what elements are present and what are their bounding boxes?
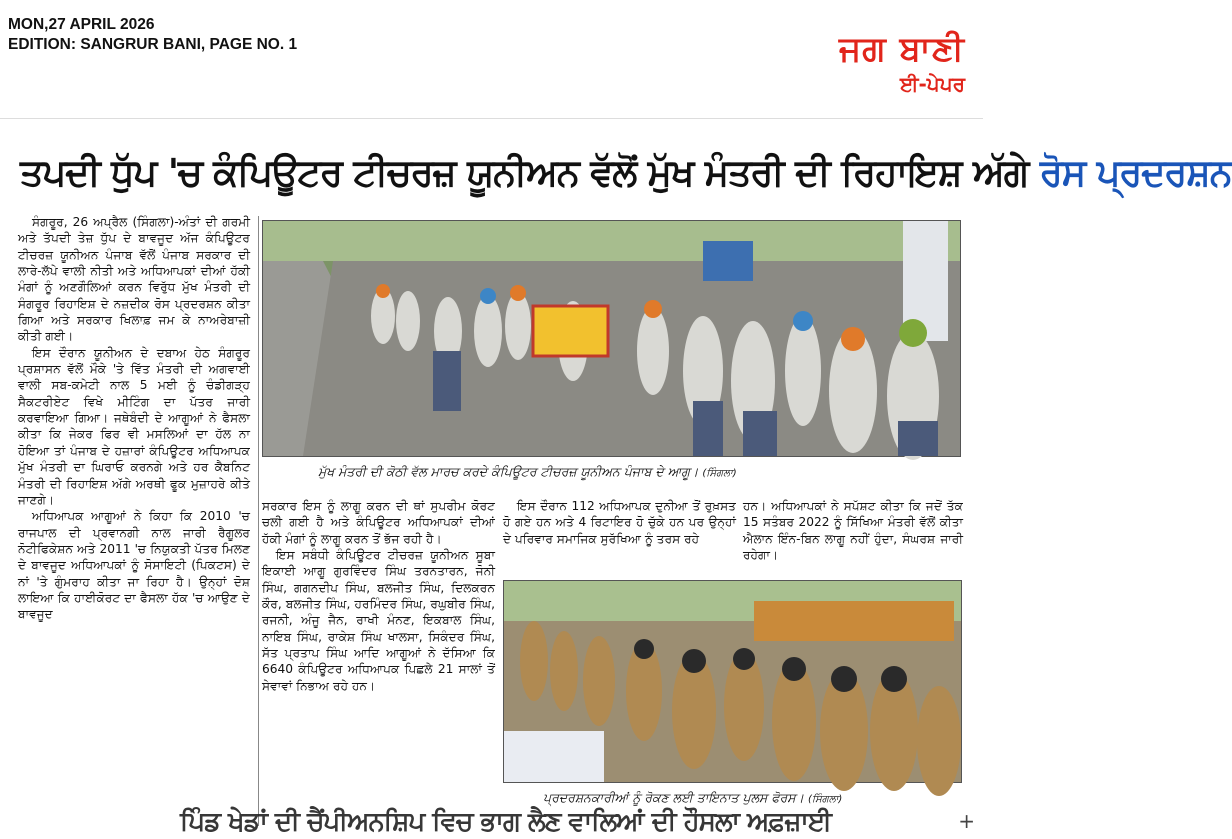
jagbani-logo[interactable]: [839, 30, 965, 98]
paragraph: ਹਨ। ਅਧਿਆਪਕਾਂ ਨੇ ਸਪੱਸ਼ਟ ਕੀਤਾ ਕਿ ਜਦੋਂ ਤੱਕ 15 ਸਤੰਬਰ 2022 ਨੂੰ ਸਿੱਖਿਆ ਮੰਤਰੀ ਵੱਲੋਂ ਕੀਤਾ ਐਲਾਨ ਇੰਨ-ਬਿਨ ਲਾਗੂ ਨਹੀਂ ਹੁੰਦਾ, ਸੰਘਰਸ਼ ਜਾਰੀ ਰਹੇਗਾ।: [743, 499, 963, 563]
photo-caption-1: [318, 464, 958, 482]
paragraph: ਸੰਗਰੂਰ, 26 ਅਪ੍ਰੈਲ (ਸਿੰਗਲਾ)-ਅੰਤਾਂ ਦੀ ਗਰਮੀ ਅਤੇ ਤੱਪਦੀ ਤੇਜ਼ ਧੁੱਪ ਦੇ ਬਾਵਜੂਦ ਅੱਜ ਕੰਪਿਊਟਰ ਟੀਚਰਜ਼ ਯੂਨੀਅਨ ਪੰਜਾਬ ਵੱਲੋਂ ਪੰਜਾਬ ਸਰਕਾਰ ਦੀ ਲਾਰੇ-ਲੱਪੇ ਵਾਲੀ ਨੀਤੀ ਅਤੇ ਅਧਿਆਪਕਾਂ ਦੀਆਂ ਹੱਕੀ ਮੰਗਾਂ ਨੂੰ ਅਣਗੌਲਿਆਂ ਕਰਨ ਵਿਰੁੱਧ ਮੁੱਖ ਮੰਤਰੀ ਦੀ ਸੰਗਰੂਰ ਰਿਹਾਇਸ਼ ਦੇ ਨਜ਼ਦੀਕ ਰੋਸ ਪ੍ਰਦਰਸ਼ਨ ਕੀਤਾ ਗਿਆ ਅਤੇ ਸਰਕਾਰ ਖਿਲਾਫ਼ ਜਮ ਕੇ ਨਾਅਰੇਬਾਜ਼ੀ ਕੀਤੀ ਗਈ।: [18, 215, 250, 344]
police-force-photo[interactable]: [503, 580, 962, 783]
march-photo[interactable]: [262, 220, 961, 457]
paragraph: ਸਰਕਾਰ ਇਸ ਨੂੰ ਲਾਗੂ ਕਰਨ ਦੀ ਥਾਂ ਸੁਪਰੀਮ ਕੋਰਟ ਚਲੀ ਗਈ ਹੈ ਅਤੇ ਕੰਪਿਊਟਰ ਅਧਿਆਪਕਾਂ ਦੀਆਂ ਹੱਕੀ ਮੰਗਾਂ ਨੂੰ ਲਾਗੂ ਕਰਨ ਤੋਂ ਭੱਜ ਰਹੀ ਹੈ।: [262, 499, 495, 546]
march-photo-illustration: [263, 221, 960, 456]
newspaper-page: [0, 120, 1232, 839]
edition-info: EDITION: SANGRUR BANI, PAGE NO. 1: [8, 36, 298, 53]
caption-credit: (ਸਿੰਗਲਾ): [807, 794, 843, 805]
paragraph: ਇਸ ਦੌਰਾਨ ਯੂਨੀਅਨ ਦੇ ਦਬਾਅ ਹੇਠ ਸੰਗਰੂਰ ਪ੍ਰਸ਼ਾਸਨ ਵੱਲੋਂ ਮੌਕੇ 'ਤੇ ਵਿੱਤ ਮੰਤਰੀ ਦੀ ਅਗਵਾਈ ਵਾਲੀ ਸਬ-ਕਮੇਟੀ ਨਾਲ 5 ਮਈ ਨੂੰ ਚੰਡੀਗੜ੍ਹ ਸੈਕਟਰੀਏਟ ਵਿਖੇ ਮੀਟਿੰਗ ਦਾ ਪੱਤਰ ਜਾਰੀ ਕਰਵਾਇਆ ਗਿਆ। ਜਥੇਬੰਦੀ ਦੇ ਆਗੂਆਂ ਨੇ ਫੈਸਲਾ ਕੀਤਾ ਕਿ ਜੇਕਰ ਫਿਰ ਵੀ ਮਸਲਿਆਂ ਦਾ ਹੱਲ ਨਾ ਹੋਇਆ ਤਾਂ ਪੰਜਾਬ ਦੇ ਹਜ਼ਾਰਾਂ ਕੰਪਿਊਟਰ ਅਧਿਆਪਕ ਮੁੱਖ ਮੰਤਰੀ ਦਾ ਘਿਰਾਓ ਕਰਨਗੇ ਅਤੇ ਹਰ ਕੈਬਨਿਟ ਮੰਤਰੀ ਦੀ ਰਿਹਾਇਸ਼ ਅੱਗੇ ਅਰਥੀ ਫੂਕ ਮੁਜ਼ਾਹਰੇ ਕੀਤੇ ਜਾਣਗੇ।: [18, 345, 250, 507]
headline-main: ਤਪਦੀ ਧੁੱਪ 'ਚ ਕੰਪਿਊਟਰ ਟੀਚਰਜ਼ ਯੂਨੀਅਨ ਵੱਲੋਂ ਮੁੱਖ ਮੰਤਰੀ ਦੀ ਰਿਹਾਇਸ਼ ਅੱਗੇ: [20, 151, 1029, 194]
logo-name: ਜਗ ਬਾਣੀ: [838, 29, 965, 69]
column-divider: [258, 216, 259, 826]
epaper-header: [0, 0, 983, 119]
article-column-1: [18, 214, 250, 834]
caption-credit: (ਸਿੰਗਲਾ): [702, 468, 737, 479]
dateline: [8, 15, 297, 55]
logo-subtitle: ਈ-ਪੇਪਰ: [899, 72, 965, 96]
article-column-2: [262, 498, 495, 828]
edition-date: MON,27 APRIL 2026: [8, 16, 155, 33]
article-column-3: [503, 498, 736, 574]
paragraph: ਇਸ ਦੌਰਾਨ 112 ਅਧਿਆਪਕ ਦੁਨੀਆ ਤੋਂ ਰੁਖ਼ਸਤ ਹੋ ਗਏ ਹਨ ਅਤੇ 4 ਰਿਟਾਇਰ ਹੋ ਚੁੱਕੇ ਹਨ ਪਰ ਉਨ੍ਹਾਂ ਦੇ ਪਰਿਵਾਰ ਸਮਾਜਿਕ ਸੁਰੱਖਿਆ ਨੂੰ ਤਰਸ ਰਹੇ: [503, 499, 736, 546]
caption-text: ਮੁੱਖ ਮੰਤਰੀ ਦੀ ਕੋਠੀ ਵੱਲ ਮਾਰਚ ਕਰਦੇ ਕੰਪਿਊਟਰ ਟੀਚਰਜ਼ ਯੂਨੀਅਨ ਪੰਜਾਬ ਦੇ ਆਗੂ।: [318, 464, 699, 479]
police-photo-illustration: [504, 581, 961, 782]
article-headline: [20, 146, 1232, 200]
caption-text: ਪ੍ਰਦਰਸ਼ਨਕਾਰੀਆਂ ਨੂੰ ਰੋਕਣ ਲਈ ਤਾਇਨਾਤ ਪੁਲਸ ਫੋਰਸ।: [543, 790, 804, 805]
paragraph: ਅਧਿਆਪਕ ਆਗੂਆਂ ਨੇ ਕਿਹਾ ਕਿ 2010 'ਚ ਰਾਜਪਾਲ ਦੀ ਪ੍ਰਵਾਨਗੀ ਨਾਲ ਜਾਰੀ ਰੈਗੂਲਰ ਨੋਟੀਫਿਕੇਸ਼ਨ ਅਤੇ 2011 'ਚ ਨਿਯੁਕਤੀ ਪੱਤਰ ਮਿਲਣ ਦੇ ਬਾਵਜੂਦ ਅਧਿਆਪਕਾਂ ਨੂੰ ਸੋਸਾਇਟੀ (ਪਿਕਟਸ) ਦੇ ਨਾਂ 'ਤੇ ਗੁੰਮਰਾਹ ਕੀਤਾ ਜਾ ਰਿਹਾ ਹੈ। ਉਨ੍ਹਾਂ ਦੋਸ਼ ਲਾਇਆ ਕਿ ਹਾਈਕੋਰਟ ਦਾ ਫੈਸਲਾ ਹੱਕ 'ਚ ਆਉਣ ਦੇ ਬਾਵਜੂਦ: [18, 509, 250, 622]
plus-icon[interactable]: +: [958, 809, 975, 833]
next-article-headline-partial: ਪਿੰਡ ਖੇਡਾਂ ਦੀ ਚੈਂਪੀਅਨਸ਼ਿਪ ਵਿਚ ਭਾਗ ਲੈਣ ਵਾਲਿਆਂ ਦੀ ਹੌਸਲਾ ਅਫ਼ਜ਼ਾਈ: [180, 807, 831, 837]
headline-accent: ਰੋਸ ਪ੍ਰਦਰਸ਼ਨ: [1039, 151, 1232, 194]
paragraph: ਇਸ ਸਬੰਧੀ ਕੰਪਿਊਟਰ ਟੀਚਰਜ਼ ਯੂਨੀਅਨ ਸੂਬਾ ਇਕਾਈ ਆਗੂ ਗੁਰਵਿੰਦਰ ਸਿੰਘ ਤਰਨਤਾਰਨ, ਜੋਨੀ ਸਿੰਘ, ਗਗਨਦੀਪ ਸਿੰਘ, ਬਲਜੀਤ ਸਿੰਘ, ਦਿਲਕਰਨ ਕੌਰ, ਬਲਜੀਤ ਸਿੰਘ, ਹਰਮਿੰਦਰ ਸਿੰਘ, ਰਘੁਬੀਰ ਸਿੰਘ, ਰਜਨੀ, ਅੰਜੂ ਜੈਨ, ਰਾਖੀ ਮੰਨਣ, ਇਕਬਾਲ ਸਿੰਘ, ਨਾਇਬ ਸਿੰਘ, ਰਾਕੇਸ਼ ਸਿੰਘ ਖਾਲਸਾ, ਸਿਕੰਦਰ ਸਿੰਘ, ਸੱਤ ਪ੍ਰਤਾਪ ਸਿੰਘ ਆਦਿ ਆਗੂਆਂ ਨੇ ਦੱਸਿਆ ਕਿ 6640 ਕੰਪਿਊਟਰ ਅਧਿਆਪਕ ਪਿਛਲੇ 21 ਸਾਲਾਂ ਤੋਂ ਸੇਵਾਵਾਂ ਨਿਭਾਅ ਰਹੇ ਹਨ।: [262, 548, 495, 693]
article-column-4: [743, 498, 963, 574]
